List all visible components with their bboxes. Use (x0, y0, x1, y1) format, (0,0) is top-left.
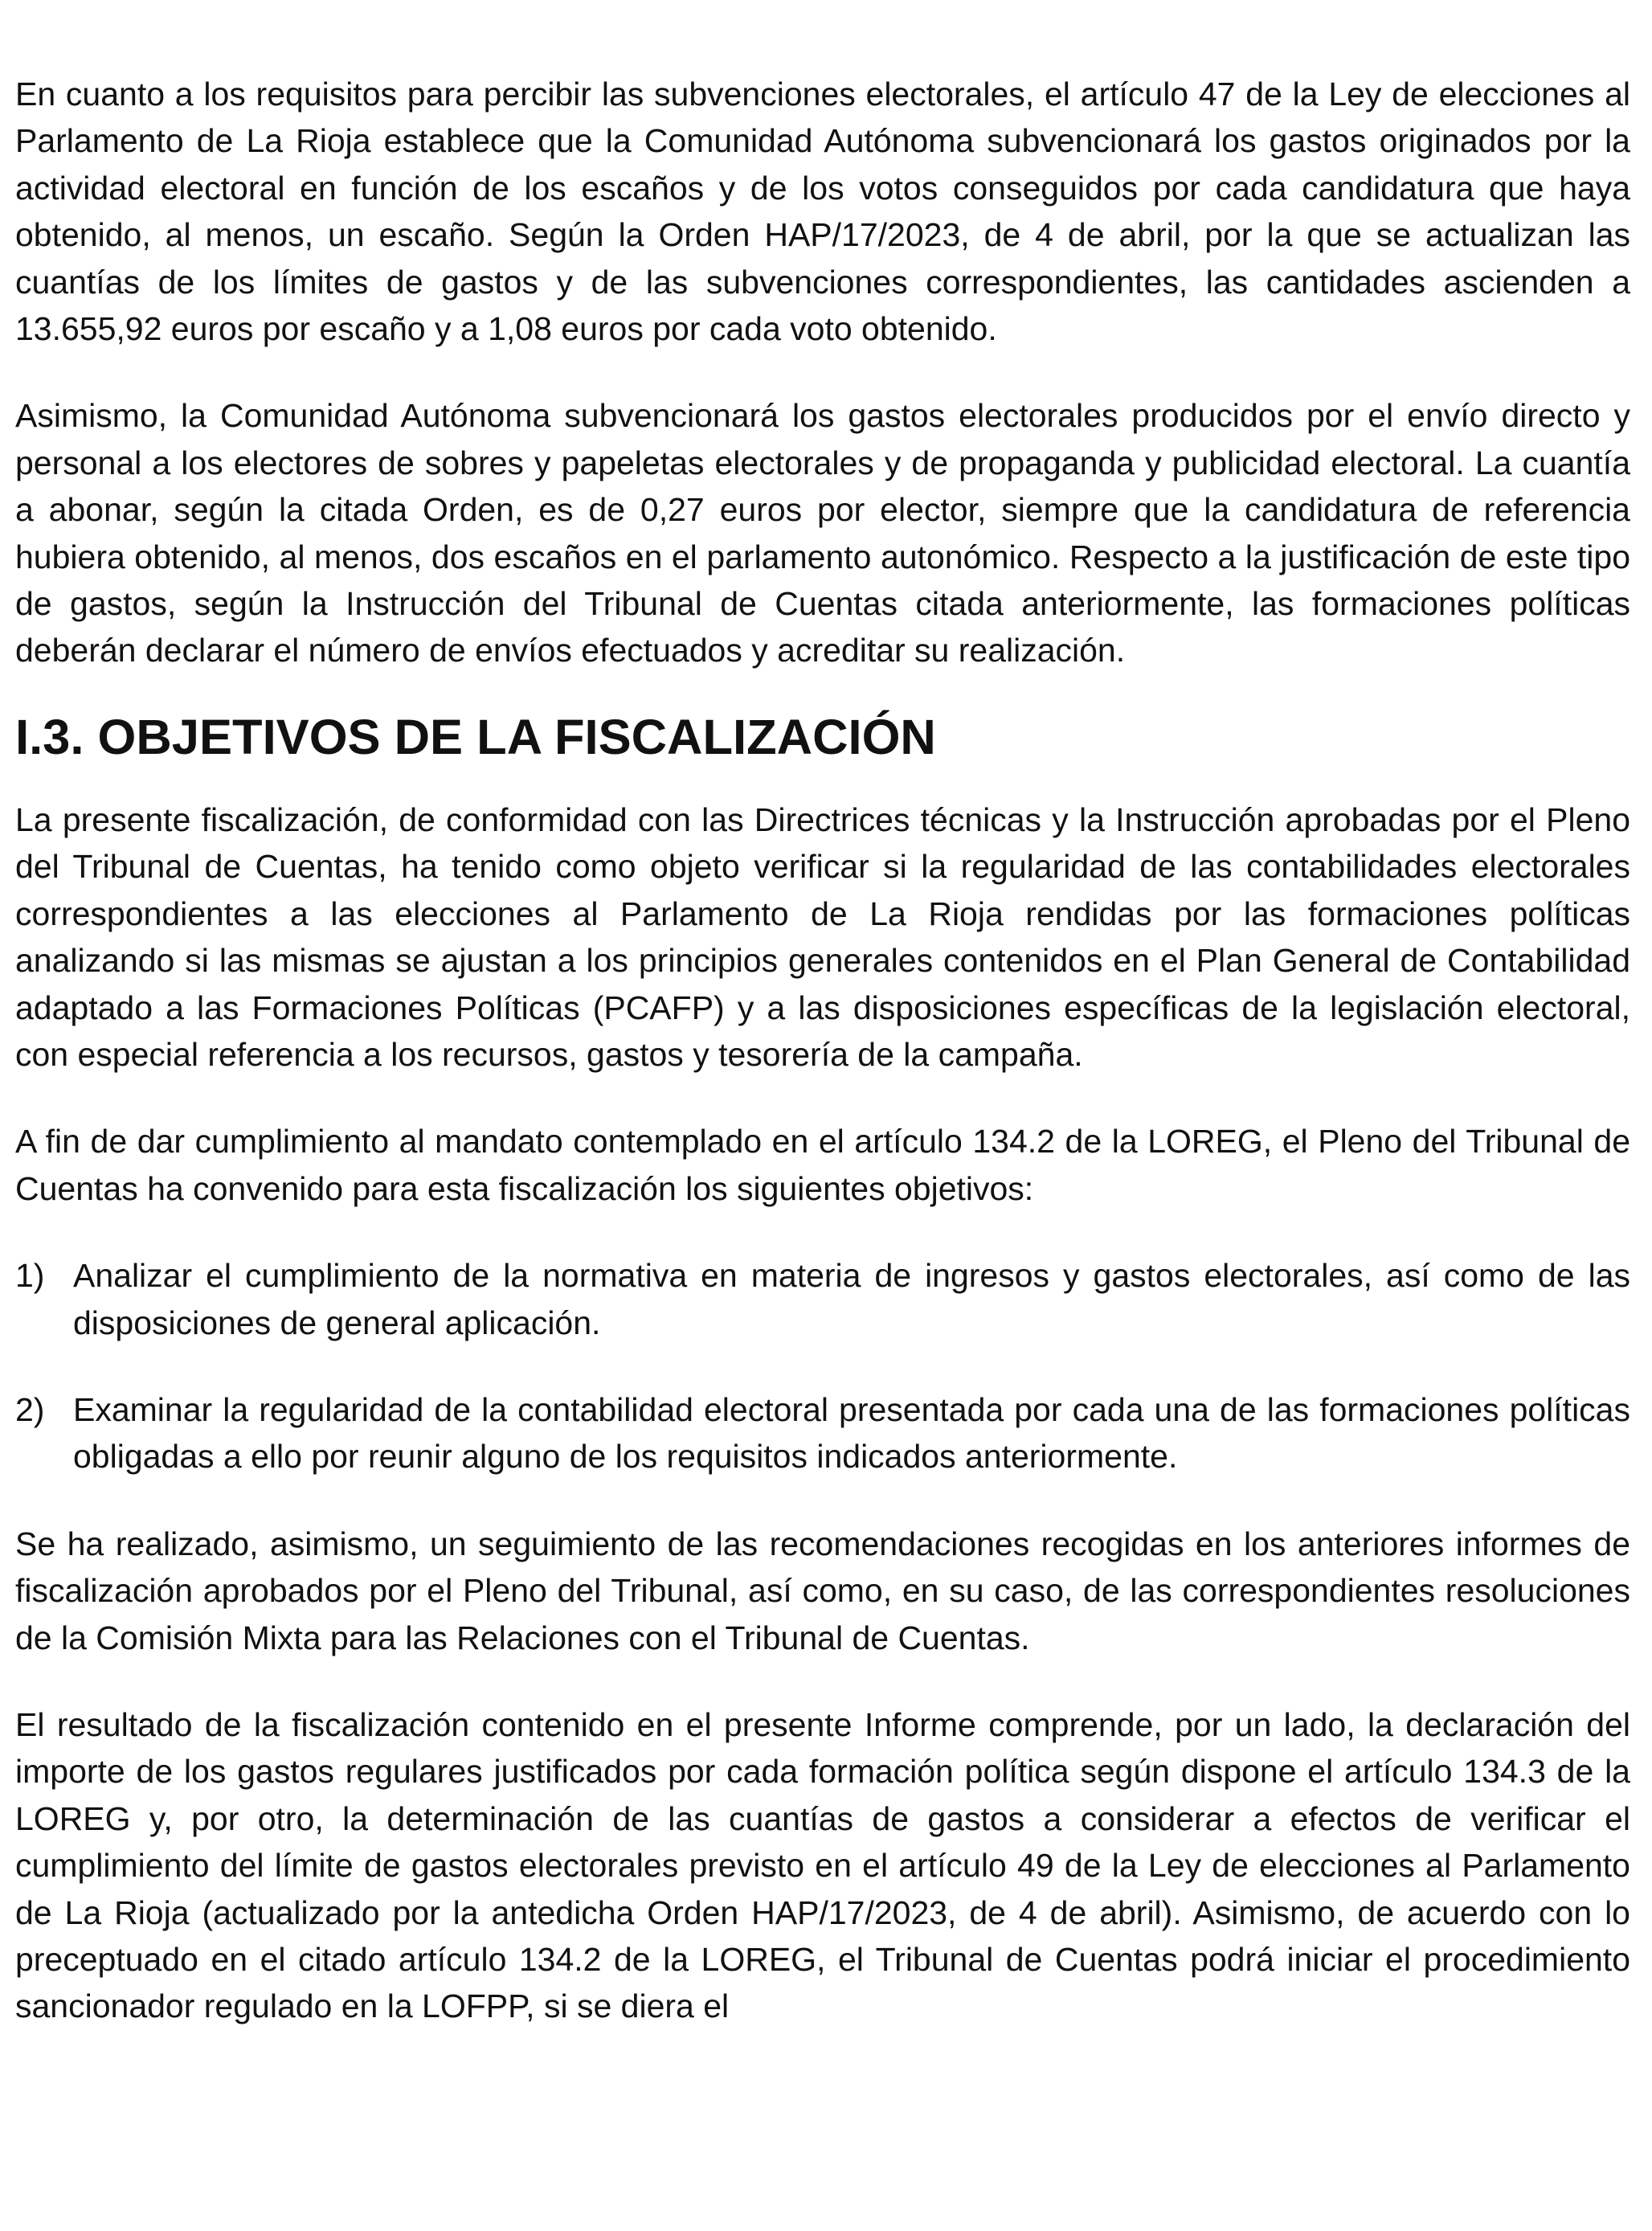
paragraph-mandato-loreg: A fin de dar cumplimiento al mandato contemplado en el artículo 134.2 de la LOREG, el Pleno del Tribunal de Cuentas ha convenido para esta fiscalización los siguientes objetivos: (15, 1123, 1630, 1207)
list-text: Analizar el cumplimiento de la normativa en materia de ingresos y gastos electorales, así como de las disposiciones de general aplicación. (73, 1257, 1630, 1341)
list-number: 2) (15, 1390, 45, 1428)
list-number: 1) (15, 1257, 45, 1295)
section-heading: I.3. OBJETIVOS DE LA FISCALIZACIÓN (15, 709, 936, 765)
paragraph-seguimiento-recomendaciones: Se ha realizado, asimismo, un seguimiento de las recomendaciones recogidas en los anteriores informes de fiscalización aprobados por el Pleno del Tribunal, así como, en su caso, de las correspondientes resoluciones de la Comisión Mixta para las Relaciones con el Tribunal de Cuentas. (15, 1525, 1630, 1656)
paragraph-envio-directo: Asimismo, la Comunidad Autónoma subvencionará los gastos electorales producidos por el envío directo y personal a los electores de sobres y papeletas electorales y de propaganda y publicidad electoral. La cuantía a abonar, según la citada Orden, es de 0,27 euros por elector, siempre que la candidatura de referencia hubiera obtenido, al menos, dos escaños en el parlamento autonómico. Respecto a la justificación de este tipo de gastos, según la Instrucción del Tribunal de Cuentas citada anteriormente, las formaciones políticas deberán declarar el número de envíos efectuados y acreditar su realización. (15, 397, 1630, 669)
objective-list-item (15, 1252, 1630, 1346)
objective-list-item (15, 1386, 1630, 1480)
paragraph-objeto-fiscalizacion: La presente fiscalización, de conformidad con las Directrices técnicas y la Instrucción aprobadas por el Pleno del Tribunal de Cuentas, ha tenido como objeto verificar si la regularidad de las contabilidades electorales correspondientes a las elecciones al Parlamento de La Rioja rendidas por las formaciones políticas analizando si las mismas se ajustan a los principios generales contenidos en el Plan General de Contabilidad adaptado a las Formaciones Políticas (PCAFP) y a las disposiciones específicas de la legislación electoral, con especial referencia a los recursos, gastos y tesorería de la campaña. (15, 800, 1630, 1073)
paragraph-resultado-fiscalizacion: El resultado de la fiscalización contenido en el presente Informe comprende, por un lado, la declaración del importe de los gastos regulares justificados por cada formación política según dispone el artículo 134.3 de la LOREG y, por otro, la determinación de las cuantías de gastos a considerar a efectos de verificar el cumplimiento del límite de gastos electorales previsto en el artículo 49 de la Ley de elecciones al Parlamento de La Rioja (actualizado por la antedicha Orden HAP/17/2023, de 4 de abril). Asimismo, de acuerdo con lo preceptuado en el citado artículo 134.2 de la LOREG, el Tribunal de Cuentas podrá iniciar el procedimiento sancionador regulado en la LOFPP, si se diera el (15, 1705, 1630, 2025)
list-text: Examinar la regularidad de la contabilidad electoral presentada por cada una de las formaciones políticas obligadas a ello por reunir alguno de los requisitos indicados anteriormente. (73, 1390, 1630, 1476)
document-page (15, 71, 1630, 2070)
paragraph-subvenciones-requisitos: En cuanto a los requisitos para percibir las subvenciones electorales, el artículo 47 de la Ley de elecciones al Parlamento de La Rioja establece que la Comunidad Autónoma subvencionará los gastos originados por la actividad electoral en función de los escaños y de los votos conseguidos por cada candidatura que haya obtenido, al menos, un escaño. Según la Orden HAP/17/2023, de 4 de abril, por la que se actualizan las cuantías de los límites de gastos y de las subvenciones correspondientes, las cantidades ascienden a 13.655,92 euros por escaño y a 1,08 euros por cada voto obtenido. (15, 76, 1630, 348)
